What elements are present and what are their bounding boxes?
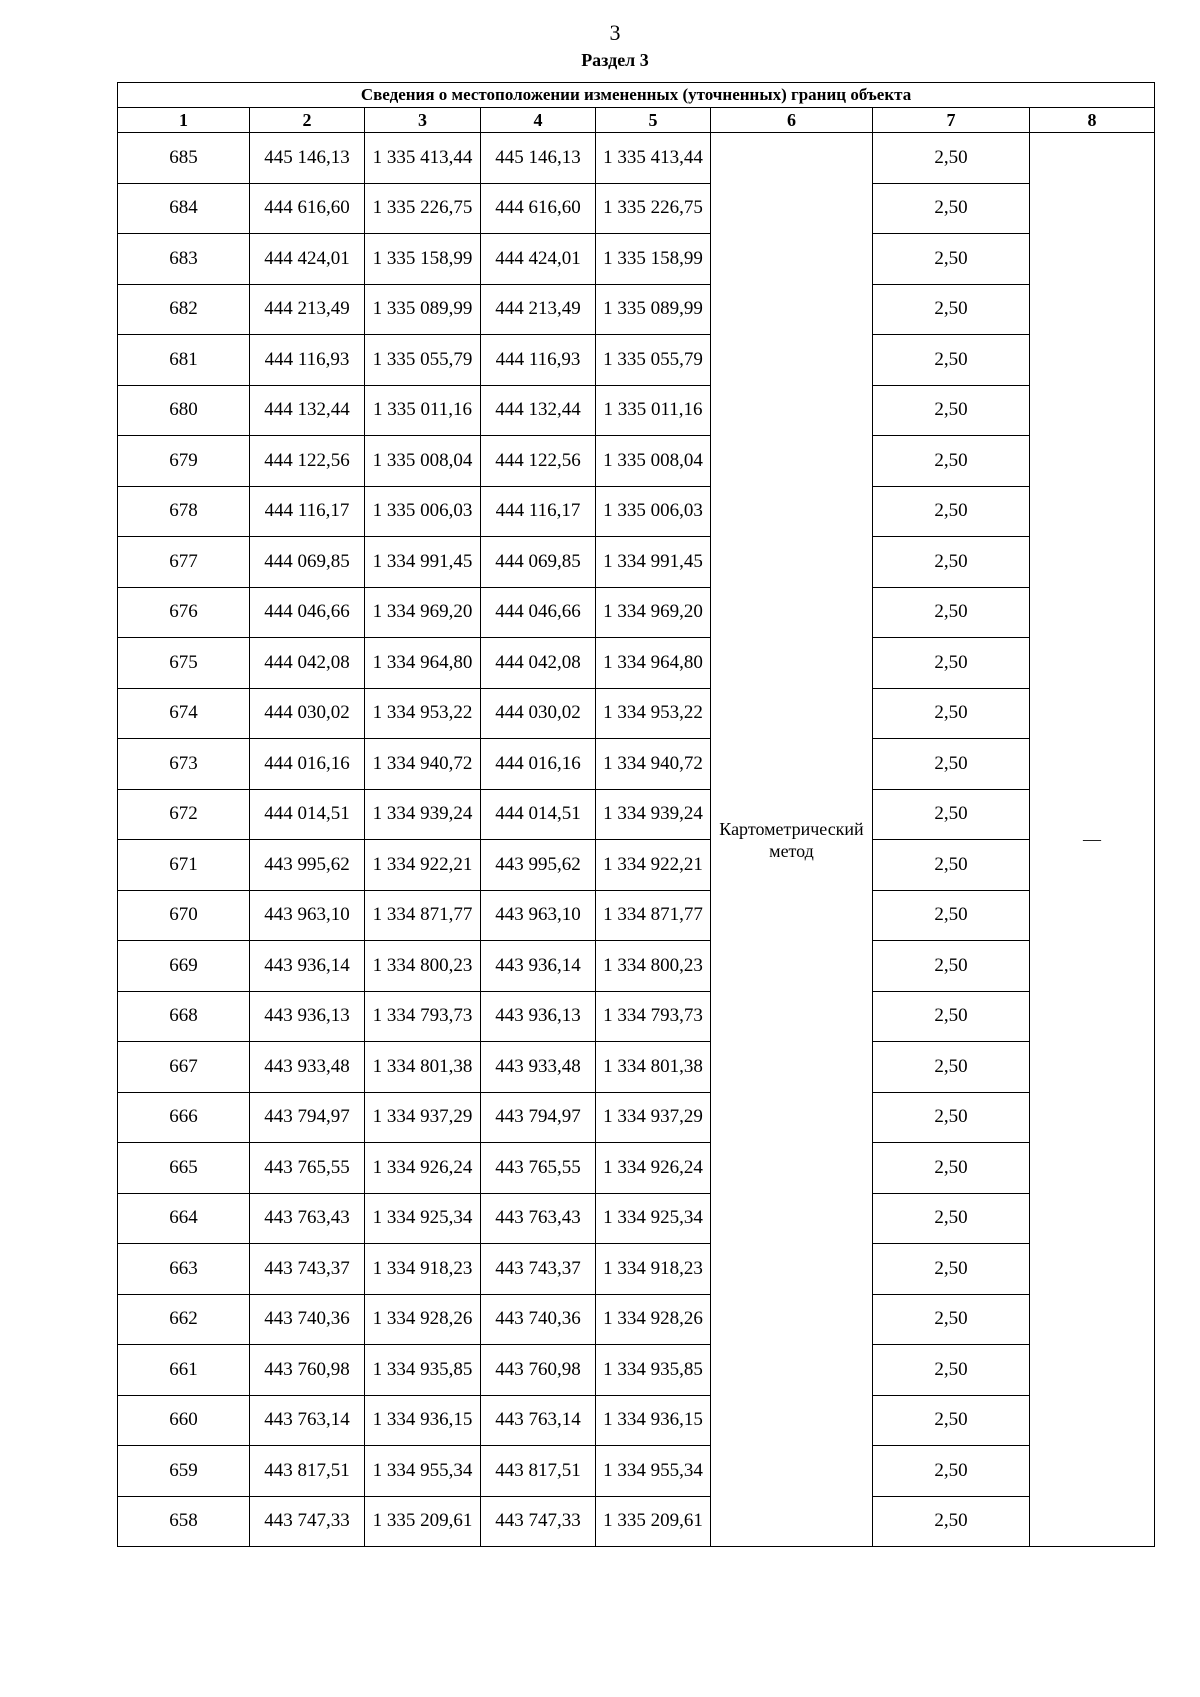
point-number-cell: 678 bbox=[118, 486, 250, 537]
point-number-cell: 684 bbox=[118, 183, 250, 234]
accuracy-cell: 2,50 bbox=[873, 587, 1030, 638]
x-existing-cell: 443 995,62 bbox=[250, 840, 365, 891]
accuracy-cell: 2,50 bbox=[873, 335, 1030, 386]
y-new-cell: 1 335 158,99 bbox=[596, 234, 711, 285]
x-new-cell: 443 740,36 bbox=[481, 1294, 596, 1345]
point-number-cell: 679 bbox=[118, 436, 250, 487]
y-new-cell: 1 335 089,99 bbox=[596, 284, 711, 335]
x-new-cell: 444 014,51 bbox=[481, 789, 596, 840]
description-cell: — bbox=[1030, 133, 1155, 1547]
table-row bbox=[118, 991, 1155, 1042]
y-new-cell: 1 335 008,04 bbox=[596, 436, 711, 487]
point-number-cell: 671 bbox=[118, 840, 250, 891]
x-new-cell: 443 763,43 bbox=[481, 1193, 596, 1244]
table-row bbox=[118, 1345, 1155, 1396]
table-row bbox=[118, 840, 1155, 891]
x-existing-cell: 444 116,93 bbox=[250, 335, 365, 386]
x-existing-cell: 443 933,48 bbox=[250, 1042, 365, 1093]
table-row bbox=[118, 284, 1155, 335]
point-number-cell: 662 bbox=[118, 1294, 250, 1345]
y-existing-cell: 1 334 918,23 bbox=[365, 1244, 481, 1295]
y-existing-cell: 1 335 055,79 bbox=[365, 335, 481, 386]
table-row bbox=[118, 638, 1155, 689]
table-row bbox=[118, 789, 1155, 840]
y-new-cell: 1 335 011,16 bbox=[596, 385, 711, 436]
column-number-5: 5 bbox=[596, 108, 711, 133]
accuracy-cell: 2,50 bbox=[873, 1496, 1030, 1547]
y-existing-cell: 1 335 413,44 bbox=[365, 133, 481, 184]
accuracy-cell: 2,50 bbox=[873, 890, 1030, 941]
point-number-cell: 664 bbox=[118, 1193, 250, 1244]
point-number-cell: 676 bbox=[118, 587, 250, 638]
accuracy-cell: 2,50 bbox=[873, 1345, 1030, 1396]
y-new-cell: 1 334 926,24 bbox=[596, 1143, 711, 1194]
y-new-cell: 1 334 871,77 bbox=[596, 890, 711, 941]
x-existing-cell: 444 046,66 bbox=[250, 587, 365, 638]
table-row bbox=[118, 890, 1155, 941]
x-new-cell: 444 046,66 bbox=[481, 587, 596, 638]
accuracy-cell: 2,50 bbox=[873, 486, 1030, 537]
table-row bbox=[118, 1143, 1155, 1194]
point-number-cell: 670 bbox=[118, 890, 250, 941]
table-row bbox=[118, 1446, 1155, 1497]
accuracy-cell: 2,50 bbox=[873, 436, 1030, 487]
y-new-cell: 1 334 940,72 bbox=[596, 739, 711, 790]
y-new-cell: 1 334 964,80 bbox=[596, 638, 711, 689]
table-row bbox=[118, 183, 1155, 234]
x-new-cell: 444 213,49 bbox=[481, 284, 596, 335]
point-number-cell: 681 bbox=[118, 335, 250, 386]
x-existing-cell: 444 116,17 bbox=[250, 486, 365, 537]
y-existing-cell: 1 334 953,22 bbox=[365, 688, 481, 739]
accuracy-cell: 2,50 bbox=[873, 1193, 1030, 1244]
x-existing-cell: 444 016,16 bbox=[250, 739, 365, 790]
accuracy-cell: 2,50 bbox=[873, 1092, 1030, 1143]
x-new-cell: 443 995,62 bbox=[481, 840, 596, 891]
x-existing-cell: 443 936,14 bbox=[250, 941, 365, 992]
column-number-8: 8 bbox=[1030, 108, 1155, 133]
x-new-cell: 444 424,01 bbox=[481, 234, 596, 285]
x-existing-cell: 443 794,97 bbox=[250, 1092, 365, 1143]
y-new-cell: 1 334 800,23 bbox=[596, 941, 711, 992]
accuracy-cell: 2,50 bbox=[873, 537, 1030, 588]
point-number-cell: 666 bbox=[118, 1092, 250, 1143]
x-existing-cell: 444 122,56 bbox=[250, 436, 365, 487]
table-row bbox=[118, 941, 1155, 992]
method-cell: Картометрический метод bbox=[711, 133, 873, 1547]
x-new-cell: 445 146,13 bbox=[481, 133, 596, 184]
point-number-cell: 673 bbox=[118, 739, 250, 790]
y-new-cell: 1 335 055,79 bbox=[596, 335, 711, 386]
x-existing-cell: 444 132,44 bbox=[250, 385, 365, 436]
point-number-cell: 661 bbox=[118, 1345, 250, 1396]
accuracy-cell: 2,50 bbox=[873, 1446, 1030, 1497]
table-row bbox=[118, 1042, 1155, 1093]
point-number-cell: 674 bbox=[118, 688, 250, 739]
y-new-cell: 1 335 209,61 bbox=[596, 1496, 711, 1547]
y-existing-cell: 1 334 793,73 bbox=[365, 991, 481, 1042]
y-new-cell: 1 334 793,73 bbox=[596, 991, 711, 1042]
column-number-row bbox=[118, 108, 1155, 133]
x-existing-cell: 443 747,33 bbox=[250, 1496, 365, 1547]
x-existing-cell: 443 963,10 bbox=[250, 890, 365, 941]
accuracy-cell: 2,50 bbox=[873, 688, 1030, 739]
x-new-cell: 443 817,51 bbox=[481, 1446, 596, 1497]
table-row bbox=[118, 335, 1155, 386]
point-number-cell: 685 bbox=[118, 133, 250, 184]
y-existing-cell: 1 334 940,72 bbox=[365, 739, 481, 790]
x-new-cell: 444 122,56 bbox=[481, 436, 596, 487]
x-existing-cell: 444 042,08 bbox=[250, 638, 365, 689]
x-existing-cell: 444 030,02 bbox=[250, 688, 365, 739]
y-new-cell: 1 334 955,34 bbox=[596, 1446, 711, 1497]
x-new-cell: 444 016,16 bbox=[481, 739, 596, 790]
section-title: Раздел 3 bbox=[581, 50, 649, 70]
x-existing-cell: 444 424,01 bbox=[250, 234, 365, 285]
accuracy-cell: 2,50 bbox=[873, 234, 1030, 285]
y-existing-cell: 1 334 937,29 bbox=[365, 1092, 481, 1143]
table-row bbox=[118, 1395, 1155, 1446]
x-existing-cell: 443 743,37 bbox=[250, 1244, 365, 1295]
y-existing-cell: 1 334 925,34 bbox=[365, 1193, 481, 1244]
accuracy-cell: 2,50 bbox=[873, 991, 1030, 1042]
x-existing-cell: 444 014,51 bbox=[250, 789, 365, 840]
y-existing-cell: 1 334 991,45 bbox=[365, 537, 481, 588]
y-existing-cell: 1 335 158,99 bbox=[365, 234, 481, 285]
accuracy-cell: 2,50 bbox=[873, 133, 1030, 184]
x-existing-cell: 444 213,49 bbox=[250, 284, 365, 335]
table-row bbox=[118, 234, 1155, 285]
x-existing-cell: 443 936,13 bbox=[250, 991, 365, 1042]
table-row bbox=[118, 1496, 1155, 1547]
accuracy-cell: 2,50 bbox=[873, 1294, 1030, 1345]
x-new-cell: 444 116,93 bbox=[481, 335, 596, 386]
x-new-cell: 443 763,14 bbox=[481, 1395, 596, 1446]
column-number-3: 3 bbox=[365, 108, 481, 133]
x-existing-cell: 443 740,36 bbox=[250, 1294, 365, 1345]
x-new-cell: 443 747,33 bbox=[481, 1496, 596, 1547]
point-number-cell: 659 bbox=[118, 1446, 250, 1497]
y-new-cell: 1 334 991,45 bbox=[596, 537, 711, 588]
column-number-7: 7 bbox=[873, 108, 1030, 133]
y-existing-cell: 1 334 935,85 bbox=[365, 1345, 481, 1396]
y-new-cell: 1 334 935,85 bbox=[596, 1345, 711, 1396]
x-existing-cell: 443 760,98 bbox=[250, 1345, 365, 1396]
point-number-cell: 669 bbox=[118, 941, 250, 992]
y-new-cell: 1 335 006,03 bbox=[596, 486, 711, 537]
boundary-coordinates-table bbox=[117, 82, 1155, 1547]
point-number-cell: 658 bbox=[118, 1496, 250, 1547]
point-number-cell: 680 bbox=[118, 385, 250, 436]
table-row bbox=[118, 1193, 1155, 1244]
table-row bbox=[118, 1092, 1155, 1143]
table-row bbox=[118, 385, 1155, 436]
x-new-cell: 443 760,98 bbox=[481, 1345, 596, 1396]
x-new-cell: 443 933,48 bbox=[481, 1042, 596, 1093]
x-existing-cell: 443 817,51 bbox=[250, 1446, 365, 1497]
x-existing-cell: 443 765,55 bbox=[250, 1143, 365, 1194]
y-existing-cell: 1 335 006,03 bbox=[365, 486, 481, 537]
y-new-cell: 1 334 918,23 bbox=[596, 1244, 711, 1295]
y-new-cell: 1 335 226,75 bbox=[596, 183, 711, 234]
x-new-cell: 443 936,14 bbox=[481, 941, 596, 992]
accuracy-cell: 2,50 bbox=[873, 941, 1030, 992]
accuracy-cell: 2,50 bbox=[873, 1143, 1030, 1194]
y-existing-cell: 1 334 801,38 bbox=[365, 1042, 481, 1093]
table-caption: Сведения о местоположении измененных (уточненных) границ объекта bbox=[118, 83, 1155, 108]
point-number-cell: 668 bbox=[118, 991, 250, 1042]
point-number-cell: 663 bbox=[118, 1244, 250, 1295]
x-new-cell: 444 069,85 bbox=[481, 537, 596, 588]
y-existing-cell: 1 334 969,20 bbox=[365, 587, 481, 638]
y-new-cell: 1 334 922,21 bbox=[596, 840, 711, 891]
table-row bbox=[118, 1244, 1155, 1295]
x-existing-cell: 443 763,14 bbox=[250, 1395, 365, 1446]
y-existing-cell: 1 334 964,80 bbox=[365, 638, 481, 689]
accuracy-cell: 2,50 bbox=[873, 385, 1030, 436]
y-new-cell: 1 334 939,24 bbox=[596, 789, 711, 840]
accuracy-cell: 2,50 bbox=[873, 183, 1030, 234]
table-row bbox=[118, 133, 1155, 184]
x-existing-cell: 445 146,13 bbox=[250, 133, 365, 184]
x-new-cell: 444 030,02 bbox=[481, 688, 596, 739]
accuracy-cell: 2,50 bbox=[873, 789, 1030, 840]
y-new-cell: 1 334 937,29 bbox=[596, 1092, 711, 1143]
table-row bbox=[118, 537, 1155, 588]
table-row bbox=[118, 486, 1155, 537]
y-new-cell: 1 334 928,26 bbox=[596, 1294, 711, 1345]
accuracy-cell: 2,50 bbox=[873, 284, 1030, 335]
x-existing-cell: 444 616,60 bbox=[250, 183, 365, 234]
y-existing-cell: 1 335 008,04 bbox=[365, 436, 481, 487]
point-number-cell: 665 bbox=[118, 1143, 250, 1194]
x-new-cell: 444 132,44 bbox=[481, 385, 596, 436]
page-number: 3 bbox=[609, 20, 621, 45]
column-number-6: 6 bbox=[711, 108, 873, 133]
x-new-cell: 443 963,10 bbox=[481, 890, 596, 941]
x-new-cell: 443 765,55 bbox=[481, 1143, 596, 1194]
point-number-cell: 667 bbox=[118, 1042, 250, 1093]
y-new-cell: 1 334 969,20 bbox=[596, 587, 711, 638]
accuracy-cell: 2,50 bbox=[873, 638, 1030, 689]
point-number-cell: 677 bbox=[118, 537, 250, 588]
y-existing-cell: 1 335 209,61 bbox=[365, 1496, 481, 1547]
table-body bbox=[118, 133, 1155, 1547]
table-row bbox=[118, 587, 1155, 638]
column-number-1: 1 bbox=[118, 108, 250, 133]
point-number-cell: 660 bbox=[118, 1395, 250, 1446]
point-number-cell: 672 bbox=[118, 789, 250, 840]
y-new-cell: 1 334 801,38 bbox=[596, 1042, 711, 1093]
column-number-4: 4 bbox=[481, 108, 596, 133]
accuracy-cell: 2,50 bbox=[873, 840, 1030, 891]
y-existing-cell: 1 334 955,34 bbox=[365, 1446, 481, 1497]
x-new-cell: 444 042,08 bbox=[481, 638, 596, 689]
accuracy-cell: 2,50 bbox=[873, 739, 1030, 790]
y-new-cell: 1 335 413,44 bbox=[596, 133, 711, 184]
accuracy-cell: 2,50 bbox=[873, 1244, 1030, 1295]
y-existing-cell: 1 335 089,99 bbox=[365, 284, 481, 335]
x-new-cell: 444 616,60 bbox=[481, 183, 596, 234]
table-row bbox=[118, 436, 1155, 487]
x-existing-cell: 444 069,85 bbox=[250, 537, 365, 588]
table-row bbox=[118, 1294, 1155, 1345]
y-existing-cell: 1 334 922,21 bbox=[365, 840, 481, 891]
accuracy-cell: 2,50 bbox=[873, 1395, 1030, 1446]
accuracy-cell: 2,50 bbox=[873, 1042, 1030, 1093]
y-existing-cell: 1 334 939,24 bbox=[365, 789, 481, 840]
y-existing-cell: 1 334 926,24 bbox=[365, 1143, 481, 1194]
y-existing-cell: 1 335 226,75 bbox=[365, 183, 481, 234]
y-existing-cell: 1 335 011,16 bbox=[365, 385, 481, 436]
point-number-cell: 683 bbox=[118, 234, 250, 285]
x-new-cell: 443 936,13 bbox=[481, 991, 596, 1042]
y-existing-cell: 1 334 936,15 bbox=[365, 1395, 481, 1446]
point-number-cell: 682 bbox=[118, 284, 250, 335]
x-new-cell: 444 116,17 bbox=[481, 486, 596, 537]
y-new-cell: 1 334 925,34 bbox=[596, 1193, 711, 1244]
table-row bbox=[118, 688, 1155, 739]
x-new-cell: 443 794,97 bbox=[481, 1092, 596, 1143]
y-existing-cell: 1 334 871,77 bbox=[365, 890, 481, 941]
y-existing-cell: 1 334 928,26 bbox=[365, 1294, 481, 1345]
y-new-cell: 1 334 936,15 bbox=[596, 1395, 711, 1446]
point-number-cell: 675 bbox=[118, 638, 250, 689]
y-existing-cell: 1 334 800,23 bbox=[365, 941, 481, 992]
x-existing-cell: 443 763,43 bbox=[250, 1193, 365, 1244]
x-new-cell: 443 743,37 bbox=[481, 1244, 596, 1295]
y-new-cell: 1 334 953,22 bbox=[596, 688, 711, 739]
table-row bbox=[118, 739, 1155, 790]
column-number-2: 2 bbox=[250, 108, 365, 133]
